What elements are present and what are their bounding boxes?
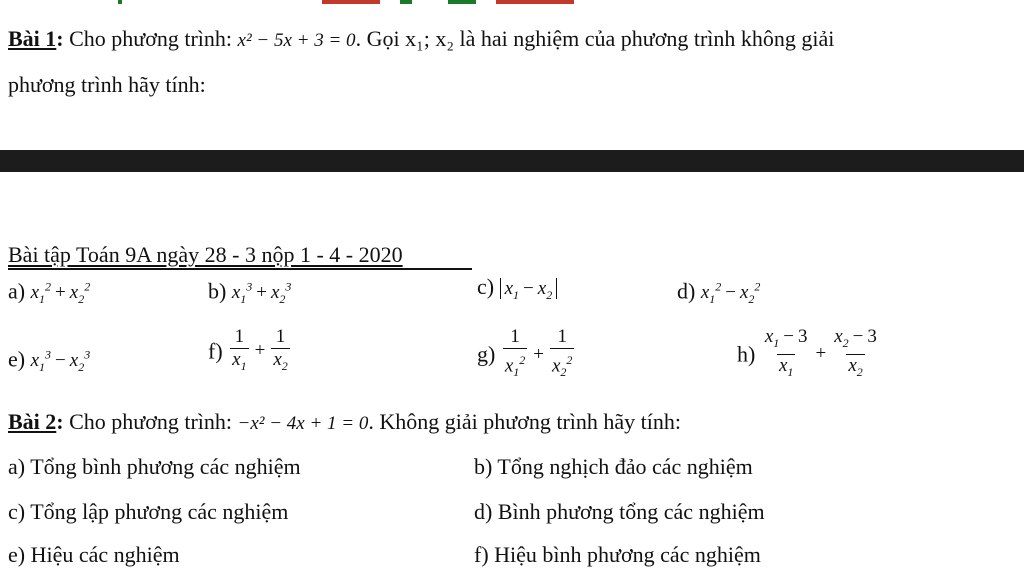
bai2-intro: Cho phương trình: — [63, 409, 238, 434]
item-f: f) $\frac{1}{x_1}$ + $\frac{1}{x_2}$ — [208, 326, 292, 377]
item-g-label: g) — [477, 341, 496, 367]
assignment-header: Bài tập Toán 9A ngày 28 - 3 nộp 1 - 4 - 2020 — [8, 242, 403, 267]
bai1-label: Bài 1 — [8, 26, 57, 51]
item-b: b) $x_1^3 + x_2^3$ — [208, 278, 292, 307]
bai2-equation: −x² − 4x + 1 = 0 — [237, 413, 369, 434]
bai2-label: Bài 2 — [8, 409, 57, 434]
item-d-label: d) — [677, 278, 696, 304]
bai1-rest: . Gọi x₁; x₂ là hai nghiệm của phương trình không giải — [355, 26, 835, 51]
bai1-line1 — [8, 26, 834, 54]
item-c-label: c) — [477, 274, 495, 299]
bai1-equation: x² − 5x + 3 = 0 — [237, 30, 356, 51]
item-a-label: a) — [8, 278, 26, 304]
item-c: c) $x_1 - x_2$ — [477, 274, 557, 308]
item-h: h) $\frac{x_1 - 3}{x_1}$ + $\frac{x_2 - 3}{x_2}$ — [737, 326, 881, 383]
item-h-label: h) — [737, 341, 756, 367]
bai2-colon: : — [56, 409, 64, 434]
bai2-item-f: f) Hiệu bình phương các nghiệm — [474, 542, 761, 567]
header-underline — [8, 268, 472, 270]
item-g: g) $\frac{1}{x_1^2}$ + $\frac{1}{x_2^2}$ — [477, 326, 576, 383]
bai1-intro: Cho phương trình: — [63, 26, 238, 51]
bai2-item-d: d) Bình phương tổng các nghiệm — [474, 499, 765, 524]
bai2-rest: . Không giải phương trình hãy tính: — [368, 409, 681, 434]
top-edge-fragments — [0, 0, 1024, 4]
bai2-line1 — [8, 409, 681, 437]
item-b-label: b) — [208, 278, 227, 304]
bai1-colon: : — [56, 26, 64, 51]
item-e: e) $x_1^3 - x_2^3$ — [8, 346, 91, 375]
item-a: a) $x_1^2 + x_2^2$ — [8, 278, 91, 307]
bai2-item-a: a) Tổng bình phương các nghiệm — [8, 454, 301, 479]
item-e-label: e) — [8, 346, 26, 372]
bai2-item-c: c) Tổng lập phương các nghiệm — [8, 499, 289, 524]
item-d: d) $x_1^2 - x_2^2$ — [677, 278, 761, 307]
item-f-label: f) — [208, 338, 223, 364]
dark-divider-bar — [0, 150, 1024, 172]
bai2-item-b: b) Tổng nghịch đảo các nghiệm — [474, 454, 753, 479]
bai2-item-e: e) Hiệu các nghiệm — [8, 542, 180, 567]
bai1-line2: phương trình hãy tính: — [8, 72, 206, 97]
